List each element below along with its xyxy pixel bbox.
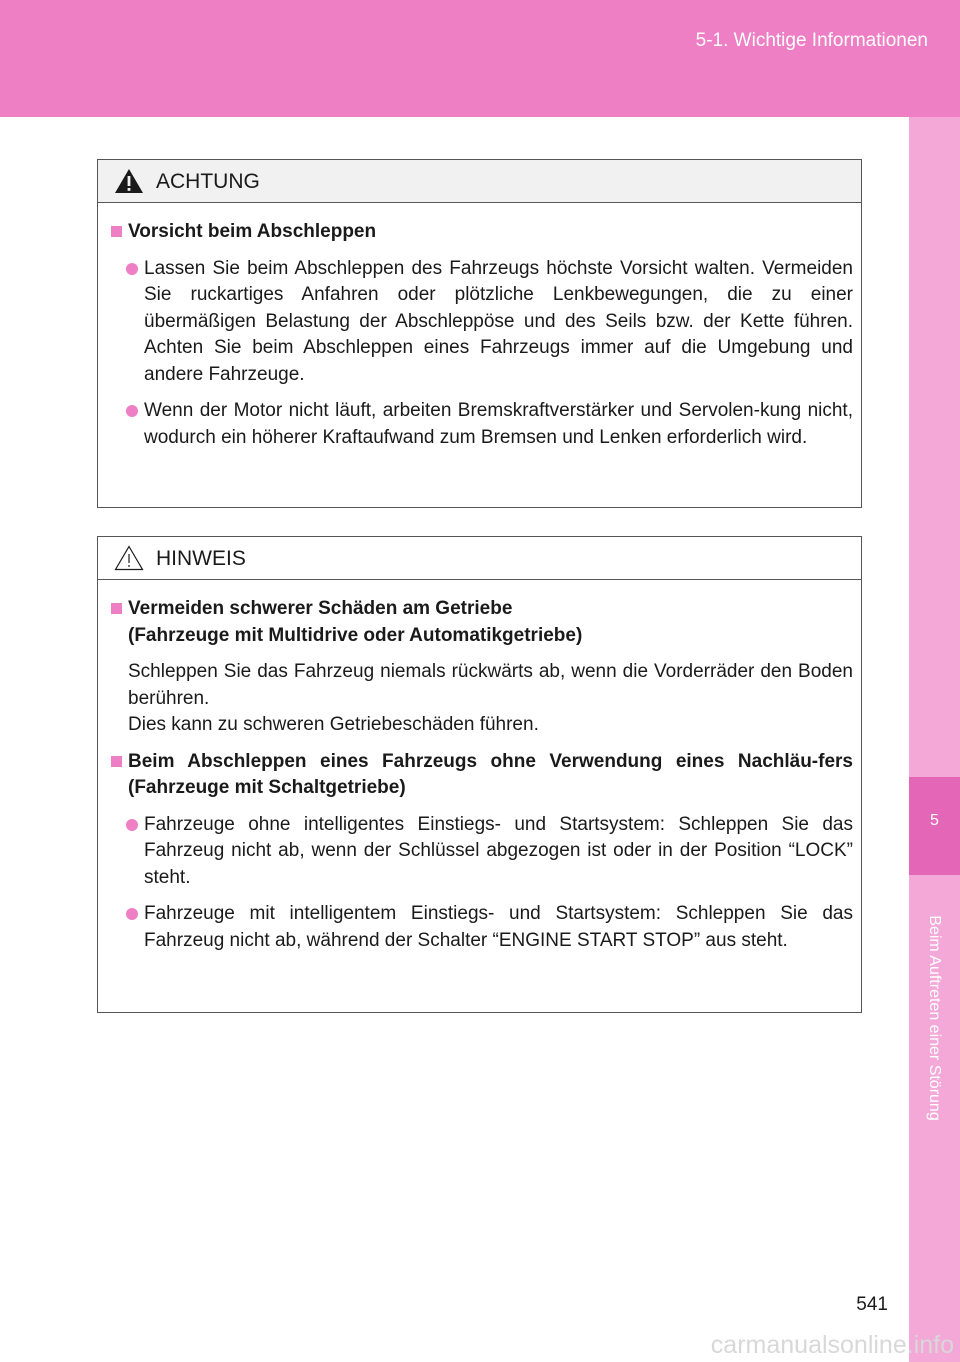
hinweis-paragraph-text: Dies kann zu schweren Getriebeschäden führen. [128,714,539,735]
round-bullet-icon [126,405,138,417]
square-bullet-icon [111,226,122,237]
achtung-bullet-text: Lassen Sie beim Abschleppen des Fahrzeugs höchste Vorsicht walten. Vermeiden Sie ruckartiges Anfahren oder plötzliche Lenkbewegungen, die zu einer übermäßigen Belastung der Abschleppöse und des Seils bzw. der Kette führen. Achten Sie beim Abschleppen eines Fahrzeugs immer auf die Umgebung und andere Fahrzeuge. [144,257,853,385]
achtung-box [97,159,862,508]
hinweis-paragraph [108,659,853,739]
achtung-section-heading [108,219,853,246]
square-bullet-icon [111,756,122,767]
hinweis-title: HINWEIS [156,547,246,570]
achtung-title: ACHTUNG [156,170,260,193]
header-band [0,0,960,117]
hinweis-bullet-text: Fahrzeuge ohne intelligentes Einstiegs- und Startsystem: Schleppen Sie das Fahrzeug nicht ab, wenn der Schlüssel abgezogen ist oder in der Position “LOCK” steht. [144,813,853,888]
hinweis-paragraph-text: Schleppen Sie das Fahrzeug niemals rückwärts ab, wenn die Vorderräder den Boden berühren. [128,661,853,709]
achtung-section-text: Vorsicht beim Abschleppen [128,221,377,242]
hinweis-section-text: Beim Abschleppen eines Fahrzeugs ohne Verwendung eines Nachläu-fers (Fahrzeuge mit Schaltgetriebe) [128,750,853,798]
hinweis-section-line1: Vermeiden schwerer Schäden am Getriebe [128,598,513,619]
hinweis-box [97,536,862,1013]
achtung-bullet-text: Wenn der Motor nicht läuft, arbeiten Bremskraftverstärker und Servolen-kung nicht, wodurch ein höherer Kraftaufwand zum Bremsen und Lenken erforderlich wird. [144,400,853,448]
page-number: 541 [856,1294,888,1315]
hinweis-bullet [108,901,853,954]
square-bullet-icon [111,603,122,614]
section-title: 5-1. Wichtige Informationen [695,30,928,51]
warning-triangle-outline-icon [114,545,144,571]
round-bullet-icon [126,908,138,920]
round-bullet-icon [126,819,138,831]
hinweis-header [98,537,861,580]
chapter-tab [909,117,960,1362]
chapter-number: 5 [930,812,939,829]
round-bullet-icon [126,263,138,275]
hinweis-section-heading [108,596,853,649]
achtung-bullet [108,256,853,389]
watermark: carmanualsonline.info [710,1331,954,1359]
warning-triangle-filled-icon [114,168,144,194]
achtung-header [98,160,861,203]
chapter-label: Beim Auftreten einer Störung [926,915,943,1121]
hinweis-section-heading [108,749,853,802]
achtung-bullet [108,398,853,451]
hinweis-bullet-text: Fahrzeuge mit intelligentem Einstiegs- und Startsystem: Schleppen Sie das Fahrzeug nicht ab, während der Schalter “ENGINE START STOP” aus steht. [144,903,853,951]
hinweis-bullet [108,812,853,892]
hinweis-section-line2: (Fahrzeuge mit Multidrive oder Automatikgetriebe) [128,624,583,646]
